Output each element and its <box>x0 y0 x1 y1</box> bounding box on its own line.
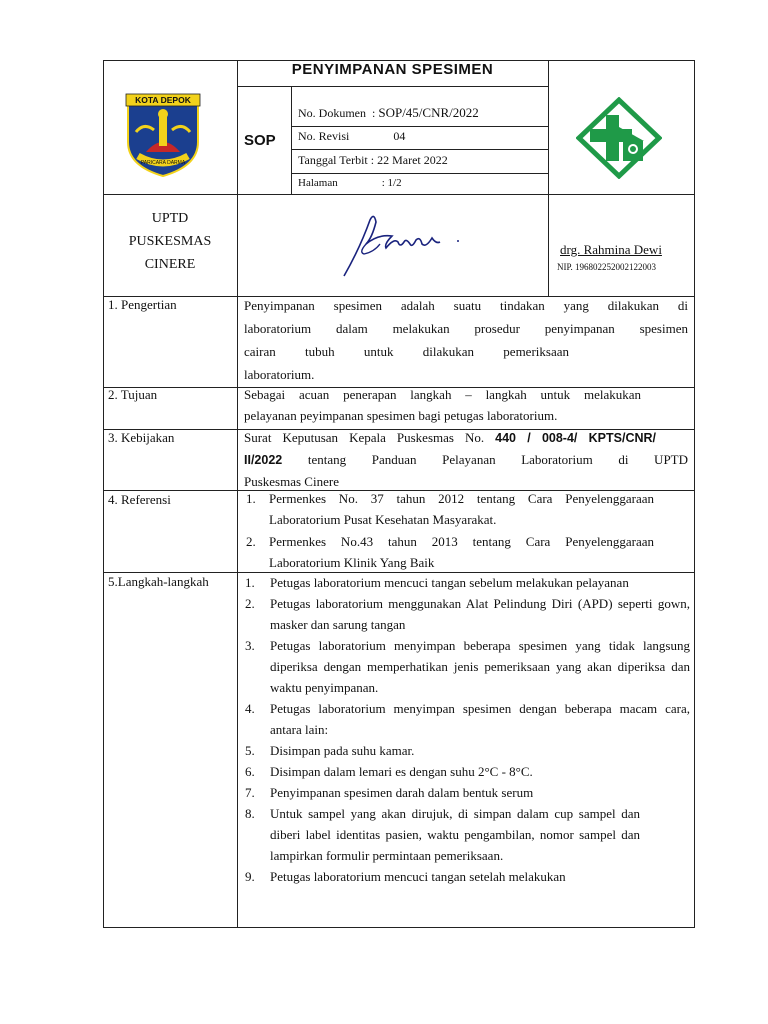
step-num: 6. <box>245 764 255 779</box>
section-body-pengertian <box>244 294 688 386</box>
referensi-item <box>244 488 654 530</box>
document-title: PENYIMPANAN SPESIMEN <box>291 61 494 78</box>
step-num: 9. <box>245 869 255 884</box>
pengertian-line-4: laboratorium. <box>244 367 315 382</box>
header-divider <box>103 194 695 195</box>
step-item <box>240 782 690 803</box>
step-text: Untuk sampel yang akan dirujuk, di simpan dalam cup sampel dan diberi label identitas pasien, waktu pengambilan, nomor sampel dan lampirkan formulir permintaan pemeriksaan. <box>270 806 640 863</box>
step-item <box>240 740 690 761</box>
field-label: No. Dokumen <box>298 106 366 120</box>
step-num: 2. <box>245 596 255 611</box>
step-item <box>240 593 690 635</box>
step-item <box>240 803 690 866</box>
section-label-kebijakan: 3. Kebijakan <box>108 430 175 445</box>
step-text: Petugas laboratorium menyimpan beberapa spesimen yang tidak langsung diperiksa dengan memperhatikan jenis pemeriksaan yang akan diperiksa dan waktu penyimpanan. <box>270 638 690 695</box>
step-text: Penyimpanan spesimen darah dalam bentuk serum <box>270 785 534 800</box>
field-value: 22 Maret 2022 <box>377 153 448 167</box>
field-divider-3 <box>291 173 548 174</box>
referensi-num: 2. <box>246 534 256 549</box>
field-no-revisi <box>298 128 405 144</box>
field-label: No. Revisi <box>298 129 350 143</box>
step-text: Petugas laboratorium menggunakan Alat Pelindung Diri (APD) seperti gown, masker dan sarung tangan <box>270 596 690 632</box>
kebijakan-rest: tentang Panduan Pelayanan Laboratorium di UPTD <box>307 452 689 467</box>
referensi-num: 1. <box>246 491 256 506</box>
step-num: 8. <box>245 806 255 821</box>
step-num: 3. <box>245 638 255 653</box>
step-num: 5. <box>245 743 255 758</box>
tujuan-line-2: pelayanan peyimpanan spesimen bagi petugas laboratorium. <box>244 408 558 423</box>
institution-line-1: UPTD <box>151 211 189 226</box>
referensi-line-1: Permenkes No. 37 tahun 2012 tentang Cara Penyelenggaraan <box>269 491 654 506</box>
kebijakan-prefix: Surat Keputusan Kepala Puskesmas No. <box>244 430 485 445</box>
kebijakan-line-3: Puskesmas Cinere <box>244 474 339 489</box>
kebijakan-line-1 <box>244 427 656 449</box>
signatory-name: drg. Rahmina Dewi <box>560 242 662 257</box>
signatory-nip: NIP. 196802252002122003 <box>557 262 657 272</box>
sop-divider <box>291 86 292 194</box>
step-text: Disimpan dalam lemari es dengan suhu 2°C - 8°C. <box>270 764 533 779</box>
left-column-divider <box>237 60 238 928</box>
step-item <box>240 866 690 887</box>
field-tanggal-terbit <box>298 152 448 168</box>
field-label: Tanggal Terbit <box>298 153 368 167</box>
field-sep: : <box>370 153 375 167</box>
kota-depok-logo <box>124 92 202 178</box>
step-text: Petugas laboratorium mencuci tangan sebelum melakukan pelayanan <box>270 575 629 590</box>
signature <box>340 208 470 280</box>
tujuan-line-1: Sebagai acuan penerapan langkah – langkah untuk melakukan <box>244 387 641 402</box>
field-sep: : <box>372 106 376 120</box>
section-body-kebijakan <box>244 427 688 492</box>
referensi-item <box>244 531 654 573</box>
field-sep: : <box>381 177 385 189</box>
pengertian-line-3: cairan tubuh untuk dilakukan pemeriksaan <box>244 344 569 359</box>
section-body-tujuan <box>244 384 641 426</box>
kebijakan-number-b: II/2022 <box>244 453 283 467</box>
referensi-line-2: Laboratorium Pusat Kesehatan Masyarakat. <box>269 512 497 527</box>
field-value: SOP/45/CNR/2022 <box>378 105 479 120</box>
field-label: Halaman <box>298 177 338 189</box>
step-text: Petugas laboratorium menyimpan spesimen dengan beberapa macam cara, antara lain: <box>270 701 690 737</box>
section-body-langkah <box>240 572 690 887</box>
referensi-line-2: Laboratorium Klinik Yang Baik <box>269 555 435 570</box>
section-label-langkah: 5.Langkah-langkah <box>108 574 209 589</box>
step-num: 7. <box>245 785 255 800</box>
step-item <box>240 572 690 593</box>
field-no-dokumen <box>298 105 479 121</box>
section-label-pengertian: 1. Pengertian <box>108 297 177 312</box>
svg-text:PARICARA DARMA: PARICARA DARMA <box>140 160 186 166</box>
institution-line-3: CINERE <box>144 257 196 272</box>
field-value: 04 <box>393 129 406 143</box>
puskesmas-logo <box>576 97 662 179</box>
field-divider-1 <box>291 126 548 127</box>
step-item <box>240 761 690 782</box>
section-label-referensi: 4. Referensi <box>108 492 171 507</box>
institution-line-2: PUSKESMAS <box>128 234 212 249</box>
step-item <box>240 635 690 698</box>
field-halaman <box>298 175 402 191</box>
section-label-tujuan: 2. Tujuan <box>108 387 158 402</box>
title-underline <box>237 86 548 87</box>
pengertian-line-2: laboratorium dalam melakukan prosedur penyimpanan spesimen <box>244 321 688 336</box>
section-body-referensi <box>244 488 654 573</box>
field-divider-2 <box>291 149 548 150</box>
step-text: Petugas laboratorium mencuci tangan setelah melakukan <box>270 869 566 884</box>
pengertian-line-1: Penyimpanan spesimen adalah suatu tindakan yang dilakukan di <box>244 298 688 313</box>
step-text: Disimpan pada suhu kamar. <box>270 743 415 758</box>
kebijakan-number-a: 440 / 008-4/ KPTS/CNR/ <box>495 431 656 445</box>
step-item <box>240 698 690 740</box>
kebijakan-line-2 <box>244 449 688 471</box>
svg-text:KOTA DEPOK: KOTA DEPOK <box>135 95 191 105</box>
sop-label: SOP <box>244 132 276 149</box>
referensi-line-1: Permenkes No.43 tahun 2013 tentang Cara Penyelenggaraan <box>269 534 654 549</box>
right-column-divider <box>548 60 549 296</box>
field-value: 1/2 <box>387 177 402 189</box>
step-num: 4. <box>245 701 255 716</box>
step-num: 1. <box>245 575 255 590</box>
